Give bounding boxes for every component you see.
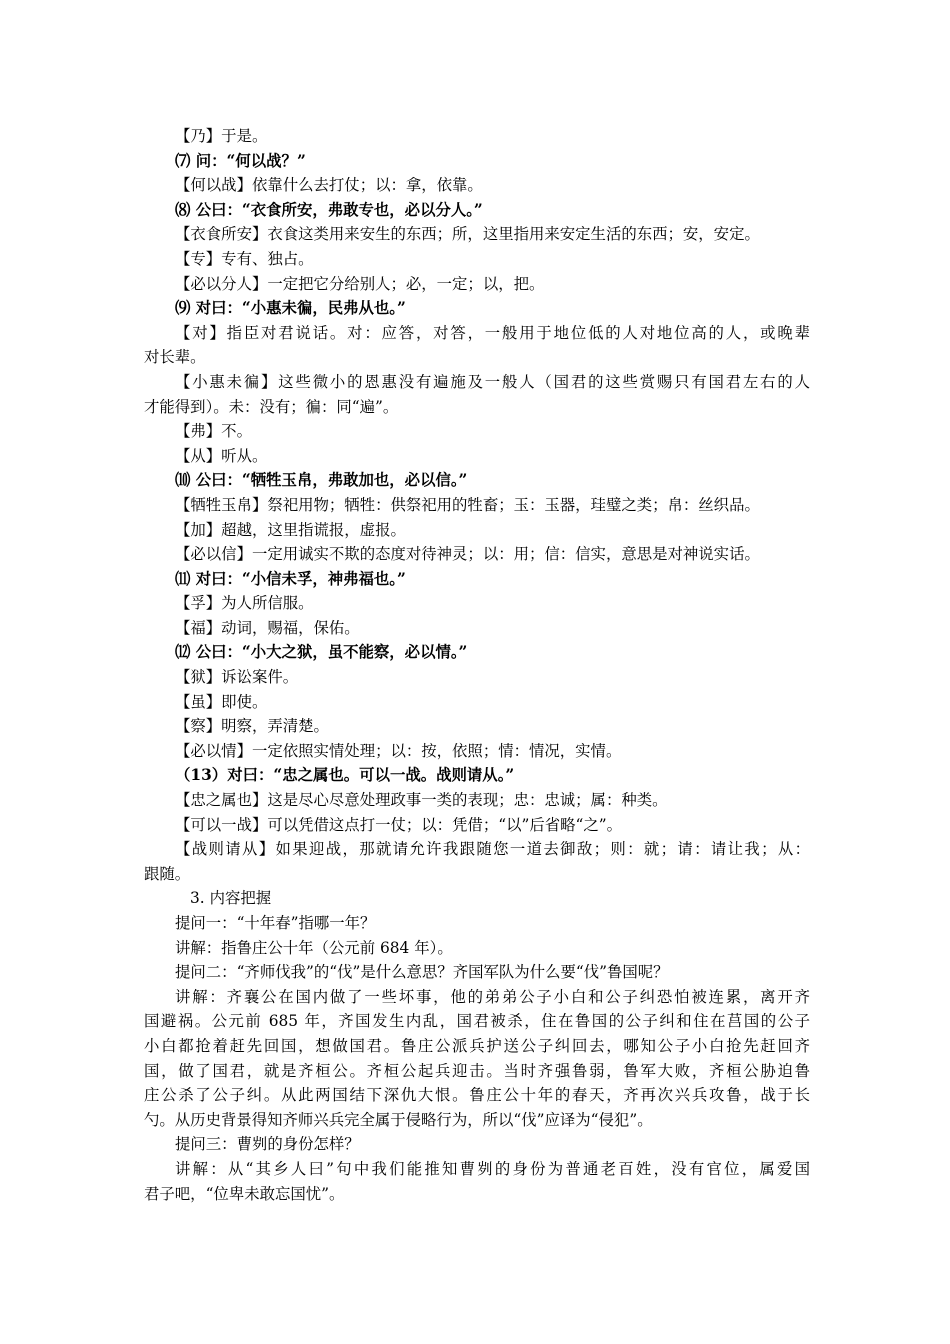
annotation-line: 【小惠未徧】这些微小的恩惠没有遍施及一般人（国君的这些赏赐只有国君左右的人: [175, 372, 810, 391]
text-line: 【乃】于是。: [175, 127, 268, 145]
answer-line: 庄公杀了公子纠。从此两国结下深仇大恨。鲁庄公十年的春天，齐再次兴兵攻鲁，战于长: [144, 1086, 810, 1105]
answer-line: 国，做了国君，就是齐桓公。齐桓公起兵迎击。当时齐强鲁弱，鲁军大败，齐桓公胁迫鲁: [144, 1061, 810, 1080]
annotation-line: 【福】动词，赐福，保佑。: [175, 618, 360, 637]
question-heading: （13）对曰：“忠之属也。可以一战。战则请从。”: [175, 766, 515, 785]
annotation-line: 【孚】为人所信服。: [175, 594, 314, 613]
question-heading: ⑽ 公曰：“牺牲玉帛，弗敢加也，必以信。”: [175, 471, 468, 490]
annotation-line: 【战则请从】如果迎战，那就请允许我跟随您一道去御敌；则：就；请：请让我；从：: [175, 840, 810, 859]
annotation-line: 【对】指臣对君说话。对：应答，对答，一般用于地位低的人对地位高的人，或晚辈: [175, 323, 810, 342]
question-line: 提问二：“齐师伐我”的“伐”是什么意思？齐国军队为什么要“伐”鲁国呢？: [175, 963, 669, 982]
answer-line: 讲解：从“其乡人曰”句中我们能推知曹刿的身份为普通老百姓，没有官位，属爱国: [175, 1159, 810, 1178]
document-body: [144, 124, 810, 1206]
annotation-line: 【何以战】依靠什么去打仗；以：拿，依靠。: [175, 176, 483, 195]
question-heading: ⑿ 公曰：“小大之狱，虽不能察，必以情。”: [175, 643, 468, 662]
answer-line: 小白都抢着赶先回国，想做国君。鲁庄公派兵护送公子纠回去，哪知公子小白抢先赶回齐: [144, 1036, 810, 1055]
annotation-line: 跟随。: [144, 864, 191, 883]
annotation-line: 【必以分人】一定把它分给别人；必，一定；以，把。: [175, 274, 545, 293]
annotation-line: 【必以信】一定用诚实不欺的态度对待神灵；以：用；信：信实，意思是对神说实话。: [175, 545, 760, 564]
question-line: 提问一：“十年春”指哪一年？: [175, 914, 376, 932]
annotation-line: 【从】听从。: [175, 446, 268, 465]
question-heading: ⑼ 对曰：“小惠未徧，民弗从也。”: [175, 299, 406, 318]
annotation-line: 【可以一战】可以凭借这点打一仗；以：凭借；“以”后省略“之”。: [175, 815, 623, 834]
answer-line: 勺。从历史背景得知齐师兴兵完全属于侵略行为，所以“伐”应译为“侵犯”。: [144, 1110, 653, 1129]
annotation-line: 对长辈。: [144, 348, 206, 367]
annotation-line: 【衣食所安】衣食这类用来安生的东西；所，这里指用来安定生活的东西；安，安定。: [175, 225, 760, 244]
annotation-line: 才能得到）。未：没有；徧：同“遍”。: [144, 397, 399, 416]
answer-line: 君子吧，“位卑未敢忘国忧”。: [144, 1184, 345, 1203]
question-line: 提问三：曹刿的身份怎样？: [175, 1135, 360, 1154]
annotation-line: 【牺牲玉帛】祭祀用物；牺牲：供祭祀用的牲畜；玉：玉器，珪璧之类；帛：丝织品。: [175, 495, 760, 514]
question-heading: ⑻ 公曰：“衣食所安，弗敢专也，必以分人。”: [175, 200, 483, 219]
annotation-line: 【狱】诉讼案件。: [175, 668, 299, 687]
annotation-line: 【弗】不。: [175, 422, 252, 441]
answer-line: 讲解：指鲁庄公十年（公元前 684 年）。: [175, 938, 453, 957]
answer-line: 讲解：齐襄公在国内做了一些坏事，他的弟弟公子小白和公子纠恐怕被连累，离开齐: [175, 987, 810, 1006]
annotation-line: 【虽】即使。: [175, 692, 268, 711]
annotation-line: 【必以情】一定依照实情处理；以：按，依照；情：情况，实情。: [175, 741, 622, 760]
annotation-line: 【察】明察，弄清楚。: [175, 717, 329, 736]
annotation-line: 【忠之属也】这是尽心尽意处理政事一类的表现；忠：忠诚；属：种类。: [175, 791, 668, 810]
question-heading: ⑾ 对曰：“小信未孚，神弗福也。”: [175, 569, 406, 588]
annotation-line: 【加】超越，这里指谎报，虚报。: [175, 520, 406, 539]
section-heading: 3. 内容把握: [190, 889, 272, 908]
annotation-line: 【专】专有、独占。: [175, 249, 314, 268]
question-heading: ⑺ 问：“何以战？”: [175, 151, 306, 170]
answer-line: 国避祸。公元前 685 年，齐国发生内乱，国君被杀，住在鲁国的公子纠和住在莒国的公子: [144, 1012, 810, 1031]
